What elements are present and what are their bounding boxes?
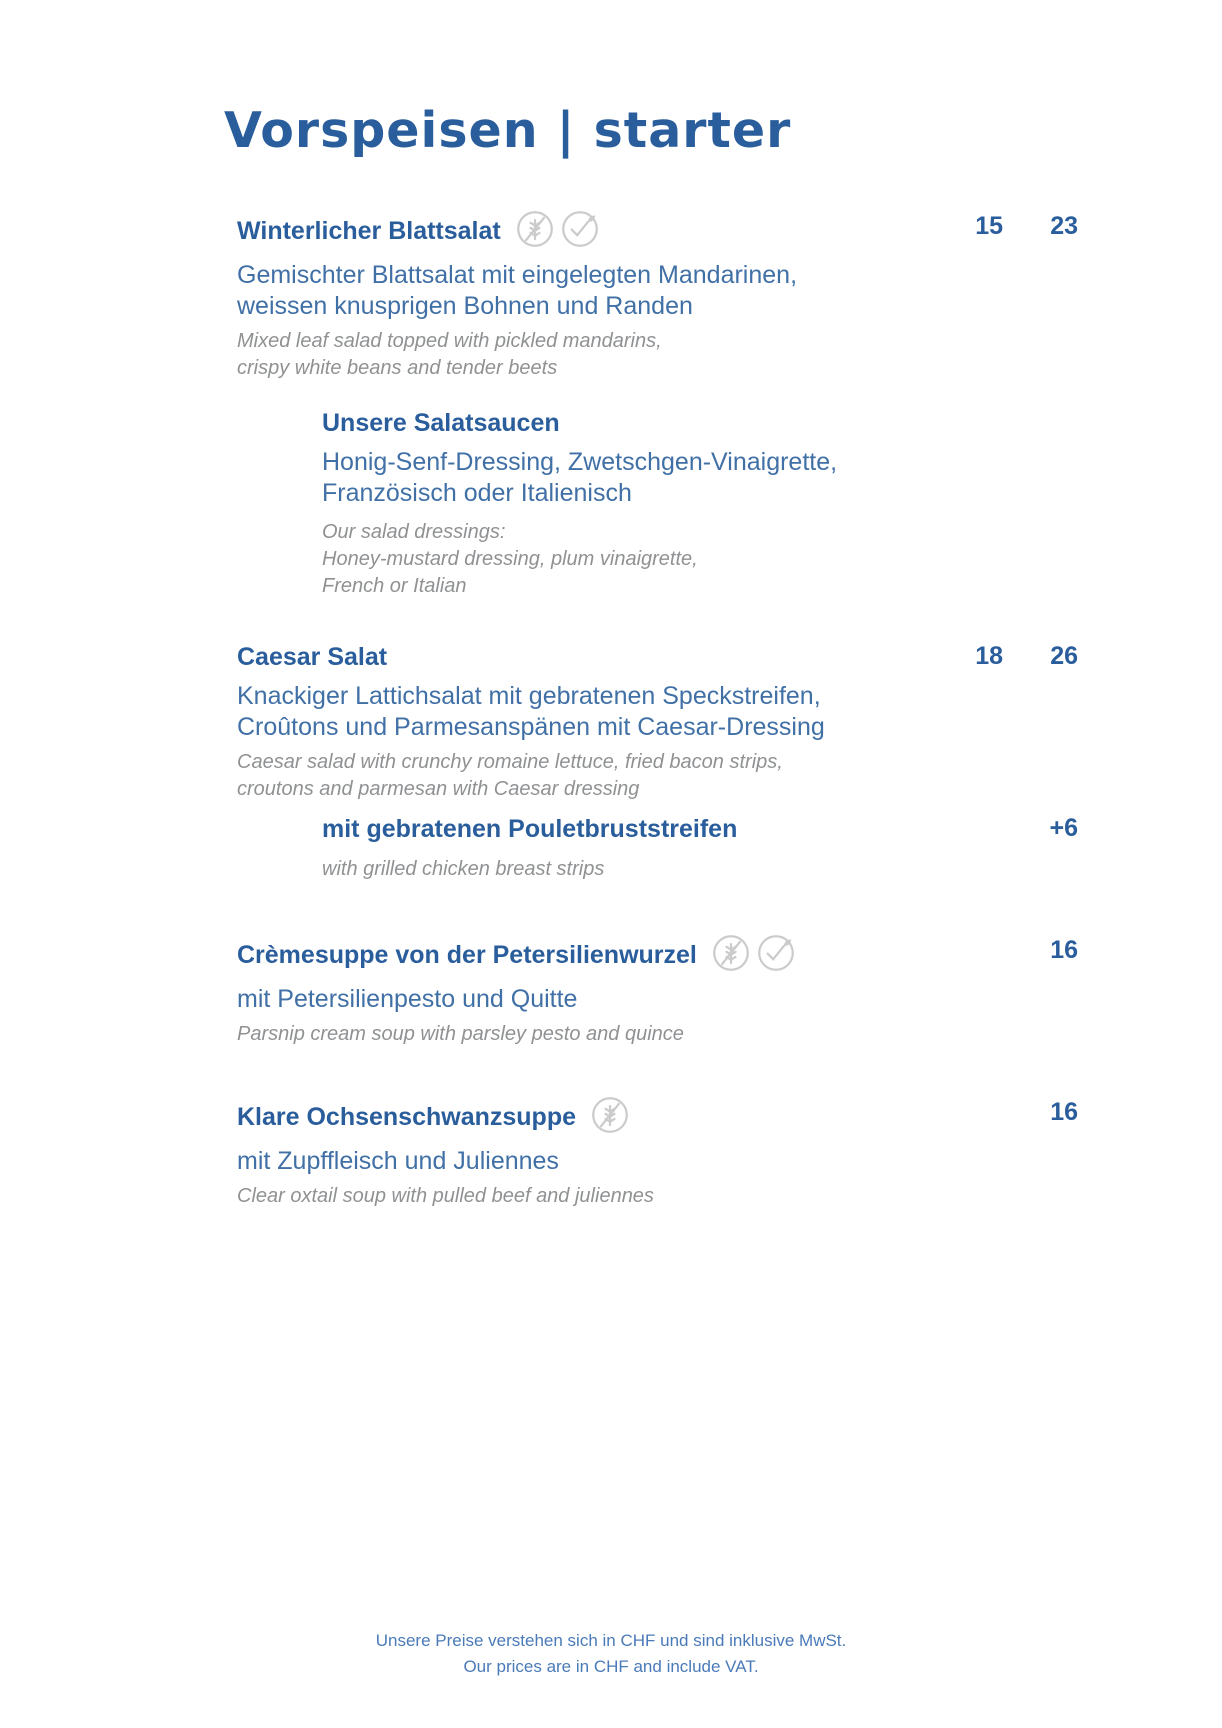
item-desc-en-line: Clear oxtail soup with pulled beef and juliennes [237, 1185, 654, 1207]
gluten-free-icon [712, 934, 750, 972]
price-supplement: +6 [1049, 814, 1078, 842]
price-large-portion: 23 [1050, 212, 1078, 240]
item-name: Unsere Salatsaucen [322, 409, 560, 437]
price-note [0, 1628, 1222, 1680]
item-desc-en-line: Caesar salad with crunchy romaine lettuce, fried bacon strips, [237, 751, 783, 773]
item-desc-de-line: mit Zupffleisch und Juliennes [237, 1147, 559, 1175]
item-desc-en-line: French or Italian [322, 575, 467, 597]
item-desc-de-line: mit Petersilienpesto und Quitte [237, 985, 578, 1013]
item-desc-en-line: Mixed leaf salad topped with pickled mandarins, [237, 330, 662, 352]
price: 16 [1050, 1098, 1078, 1126]
page-title: Vorspeisen | starter [224, 102, 792, 159]
item-desc-de-line: weissen knusprigen Bohnen und Randen [237, 292, 693, 320]
menu-item-winterlicher-blattsalat [0, 210, 1222, 382]
item-desc-en-line: with grilled chicken breast strips [322, 858, 605, 880]
menu-subitem-salatsaucen [0, 406, 1222, 600]
item-desc-en-line: Our salad dressings: [322, 521, 506, 543]
menu-item-cremesuppe-petersilienwurzel [0, 934, 1222, 1048]
vegetarian-leaf-icon [561, 210, 599, 248]
item-name: Klare Ochsenschwanzsuppe [237, 1103, 577, 1131]
item-desc-de-line: Croûtons und Parmesanspänen mit Caesar-Dressing [237, 713, 825, 741]
price-small-portion: 18 [975, 642, 1003, 670]
item-desc-en-line: croutons and parmesan with Caesar dressing [237, 778, 640, 800]
menu-item-caesar-salat [0, 640, 1222, 803]
price-note-de: Unsere Preise verstehen sich in CHF und sind inklusive MwSt. [375, 1631, 847, 1650]
price: 16 [1050, 936, 1078, 964]
item-desc-de-line: Französisch oder Italienisch [322, 479, 632, 507]
vegetarian-leaf-icon [757, 934, 795, 972]
item-desc-de-line: Honig-Senf-Dressing, Zwetschgen-Vinaigrette, [322, 448, 838, 476]
gluten-free-icon [591, 1096, 629, 1134]
price-small-portion: 15 [975, 212, 1003, 240]
item-desc-de-line: Knackiger Lattichsalat mit gebratenen Speckstreifen, [237, 682, 821, 710]
item-name: Crèmesuppe von der Petersilienwurzel [237, 941, 697, 969]
item-name: mit gebratenen Pouletbruststreifen [322, 815, 738, 843]
item-desc-en-line: Parsnip cream soup with parsley pesto and quince [237, 1023, 684, 1045]
item-desc-en-line: crispy white beans and tender beets [237, 357, 558, 379]
item-name: Caesar Salat [237, 643, 388, 671]
gluten-free-icon [516, 210, 554, 248]
menu-subitem-pouletbruststreifen [0, 812, 1222, 883]
item-desc-de-line: Gemischter Blattsalat mit eingelegten Mandarinen, [237, 261, 798, 289]
price-large-portion: 26 [1050, 642, 1078, 670]
price-note-en: Our prices are in CHF and include VAT. [463, 1657, 759, 1676]
menu-item-ochsenschwanzsuppe [0, 1096, 1222, 1210]
item-name: Winterlicher Blattsalat [237, 217, 501, 245]
item-desc-en-line: Honey-mustard dressing, plum vinaigrette, [322, 548, 698, 570]
